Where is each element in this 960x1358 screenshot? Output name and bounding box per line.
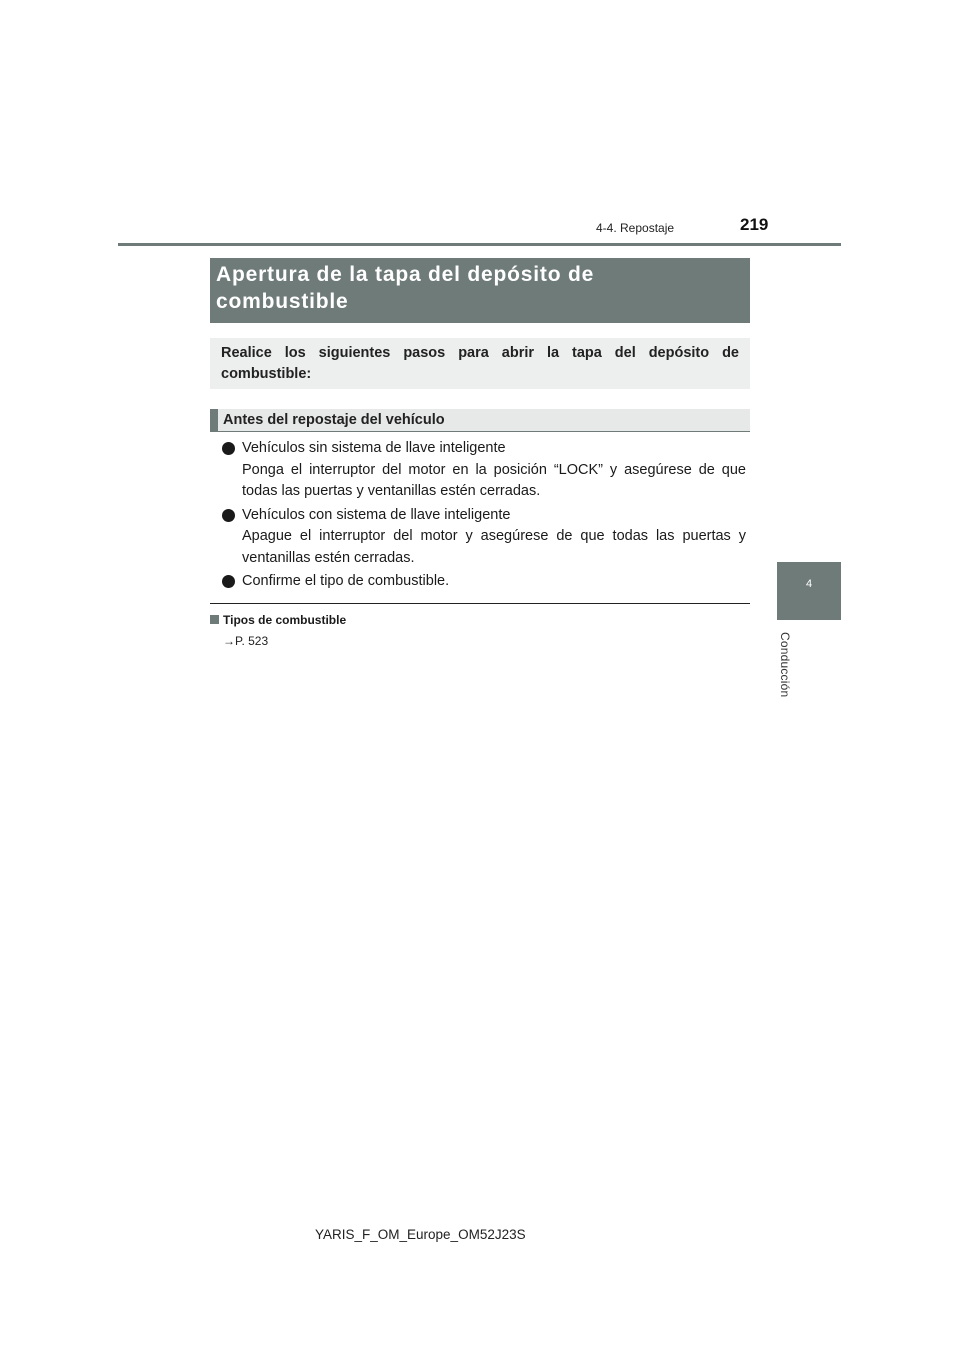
bullet-text: Apague el interruptor del motor y asegúrese de que todas las puertas y ventanillas estén cerradas. [242,528,746,566]
page-number: 219 [740,215,769,234]
intro-box [210,338,750,389]
page-title-box [210,258,750,323]
page-title-line-2: combustible [216,290,349,313]
bullet-icon [222,442,235,455]
bullet-list [222,438,746,595]
section-title: 4-4. Repostaje [596,221,675,235]
subheading [210,409,750,432]
bullet-text: Ponga el interruptor del motor en la posición “LOCK” y asegúrese de que todas las puertas y ventanillas estén cerradas. [242,461,746,499]
note-heading [210,613,346,627]
square-bullet-icon [210,615,219,624]
page-reference-link[interactable]: →P. 523 [223,634,269,648]
header-rule [118,243,841,246]
chapter-number: 4 [805,578,813,590]
document-code: YARIS_F_OM_Europe_OM52J23S [315,1227,526,1242]
bullet-title: Vehículos con sistema de llave inteligente [242,506,511,523]
bullet-icon [222,575,235,588]
note-heading-text: Tipos de combustible [223,613,347,627]
list-item [222,438,746,503]
list-item [222,505,746,570]
note-divider [210,603,750,604]
bullet-title: Vehículos sin sistema de llave inteligente [242,440,506,456]
bullet-title: Confirme el tipo de combustible. [242,573,450,589]
subheading-bar [210,409,218,431]
list-item [222,571,746,593]
chapter-label: Conducción [778,632,792,698]
page-title-line-1: Apertura de la tapa del depósito de [216,263,595,286]
intro-text: Realice los siguientes pasos para abrir la tapa del depósito de combustible: [221,345,739,382]
chapter-tab [777,562,841,620]
subheading-text: Antes del repostaje del vehículo [223,412,445,428]
bullet-icon [222,509,235,522]
